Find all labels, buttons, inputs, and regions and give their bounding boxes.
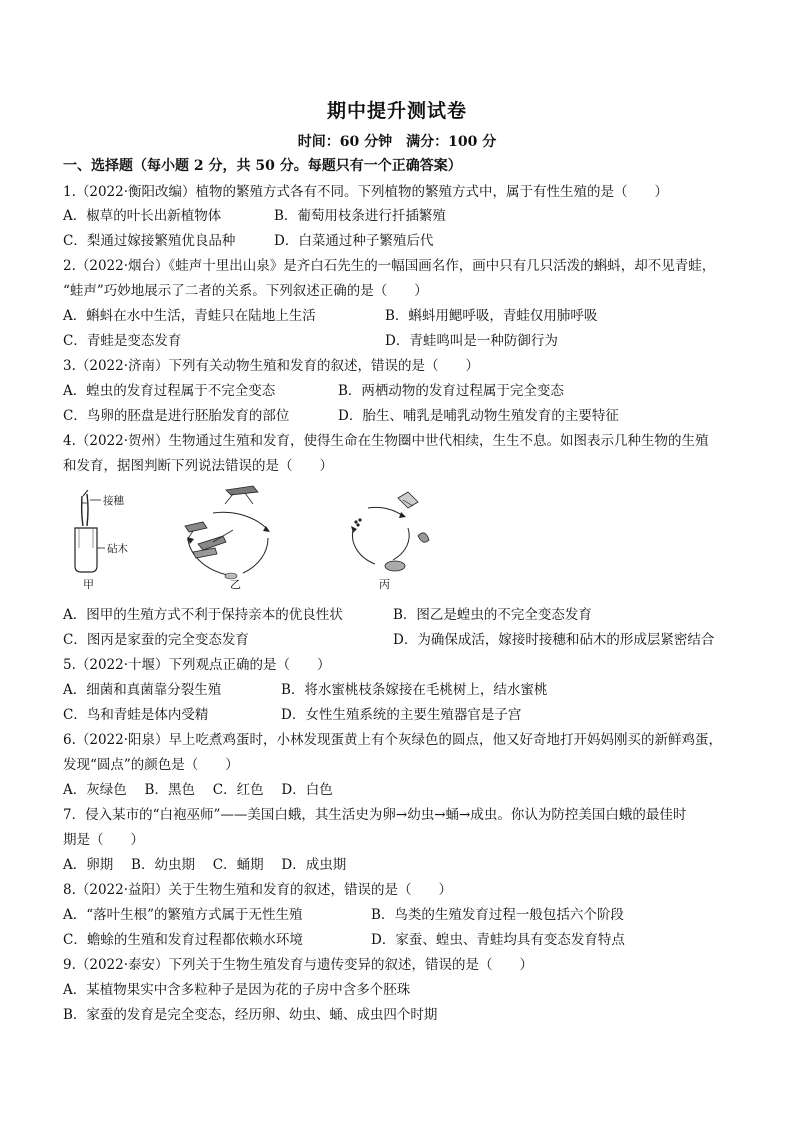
exam-meta: 时间：60 分钟 满分：100 分: [297, 134, 497, 150]
question-6-stem-line2: 发现“圆点”的颜色是（ ）: [63, 757, 239, 773]
question-4-stem-line1: 4.（2022·贺州）生物通过生殖和发育，使得生命在生物圈中世代相续，生生不息。如图表示几种生物的生殖: [63, 433, 709, 449]
question-5-option-d: D．女性生殖系统的主要生殖器官是子宫: [281, 707, 522, 723]
question-9-option-a: A．某植物果实中含多粒种子是因为花的子房中含多个胚珠: [63, 982, 411, 998]
question-7-options: A．卵期 B．幼虫期 C．蛹期 D．成虫期: [63, 857, 347, 873]
question-9-option-b: B．家蚕的发育是完全变态，经历卵、幼虫、蛹、成虫四个时期: [63, 1007, 438, 1023]
question-4-option-a: A．图甲的生殖方式不利于保持亲本的优良性状: [63, 607, 343, 623]
rootstock-label: 砧木: [107, 543, 128, 555]
question-3-option-a: A．蝗虫的发育过程属于不完全变态: [63, 383, 276, 399]
figure-label-bing: 丙: [379, 578, 390, 591]
question-2-stem-line1: 2.（2022·烟台）《蛙声十里出山泉》是齐白石先生的一幅国画名作，画中只有几只活泼的蝌蚪，却不见青蛙，: [63, 258, 716, 274]
question-8-option-d: D．家蚕、蝗虫、青蛙均具有变态发育特点: [371, 932, 625, 948]
question-2-option-d: D．青蛙鸣叫是一种防御行为: [385, 333, 558, 349]
question-8-stem: 8.（2022·益阳）关于生物生殖和发育的叙述，错误的是（ ）: [63, 882, 453, 898]
locust-life-cycle: [185, 486, 270, 579]
grafting-illustration: [75, 490, 105, 572]
question-4-option-c: C．图丙是家蚕的完全变态发育: [63, 632, 249, 648]
question-8-option-b: B．鸟类的生殖发育过程一般包括六个阶段: [371, 907, 624, 923]
question-6-options: A．灰绿色 B．黑色 C．红色 D．白色: [63, 782, 333, 798]
question-6-stem-line1: 6.（2022·阳泉）早上吃煮鸡蛋时，小林发现蛋黄上有个灰绿色的圆点，他又好奇地打开妈妈刚买的新鲜鸡蛋，: [63, 732, 723, 748]
question-3-option-b: B．两栖动物的发育过程属于完全变态: [338, 383, 564, 399]
question-1-option-c: C．梨通过嫁接繁殖优良品种: [63, 233, 236, 249]
question-1-option-b: B．葡萄用枝条进行扦插繁殖: [274, 208, 446, 224]
question-2-option-a: A．蝌蚪在水中生活，青蛙只在陆地上生活: [63, 308, 316, 324]
page-title: 期中提升测试卷: [326, 100, 467, 122]
section-heading: 一、选择题（每小题 2 分，共 50 分。每题只有一个正确答案）: [63, 158, 462, 174]
question-7-stem-line2: 期是（ ）: [63, 832, 144, 848]
question-5-stem: 5.（2022·十堰）下列观点正确的是（ ）: [63, 657, 331, 673]
figure-label-yi: 乙: [230, 578, 241, 591]
figure-label-jia: 甲: [83, 578, 94, 591]
question-7-stem-line1: 7．侵入某市的“白袍巫师”——美国白蛾，其生活史为卵→幼虫→蛹→成虫。你认为防控美国白蛾的最佳时: [63, 807, 687, 823]
question-5-option-c: C．鸟和青蛙是体内受精: [63, 707, 209, 723]
question-5-option-a: A．细菌和真菌靠分裂生殖: [63, 682, 222, 698]
question-3-option-d: D．胎生、哺乳是哺乳动物生殖发育的主要特征: [338, 408, 619, 424]
question-1-option-a: A．椒草的叶长出新植物体: [63, 208, 222, 224]
silkworm-life-cycle: [351, 492, 429, 571]
question-2-option-c: C．青蛙是变态发育: [63, 333, 182, 349]
question-1-stem: 1.（2022·衡阳改编）植物的繁殖方式各有不同。下列植物的繁殖方式中，属于有性生殖的是（ ）: [63, 184, 669, 200]
question-8-option-c: C．蟾蜍的生殖和发育过程都依赖水环境: [63, 932, 303, 948]
question-2-stem-line2: “蛙声”巧妙地展示了二者的关系。下列叙述正确的是（ ）: [63, 283, 428, 299]
question-4-option-d: D．为确保成活，嫁接时接穗和砧木的形成层紧密结合: [393, 632, 715, 648]
question-9-stem: 9.（2022·泰安）下列关于生物生殖发育与遗传变异的叙述，错误的是（ ）: [63, 957, 534, 973]
question-4-stem-line2: 和发育，据图判断下列说法错误的是（ ）: [63, 458, 333, 474]
question-2-option-b: B．蝌蚪用鳃呼吸，青蛙仅用肺呼吸: [385, 308, 598, 324]
question-8-option-a: A．“落叶生根”的繁殖方式属于无性生殖: [63, 907, 303, 923]
reproduction-figure: [63, 478, 483, 593]
question-4-option-b: B．图乙是蝗虫的不完全变态发育: [393, 607, 592, 623]
question-1-option-d: D．白菜通过种子繁殖后代: [274, 233, 434, 249]
scion-label: 接穗: [103, 495, 124, 507]
question-3-stem: 3.（2022·济南）下列有关动物生殖和发育的叙述，错误的是（ ）: [63, 358, 480, 374]
question-5-option-b: B．将水蜜桃枝条嫁接在毛桃树上，结水蜜桃: [281, 682, 548, 698]
question-3-option-c: C．鸟卵的胚盘是进行胚胎发育的部位: [63, 408, 290, 424]
